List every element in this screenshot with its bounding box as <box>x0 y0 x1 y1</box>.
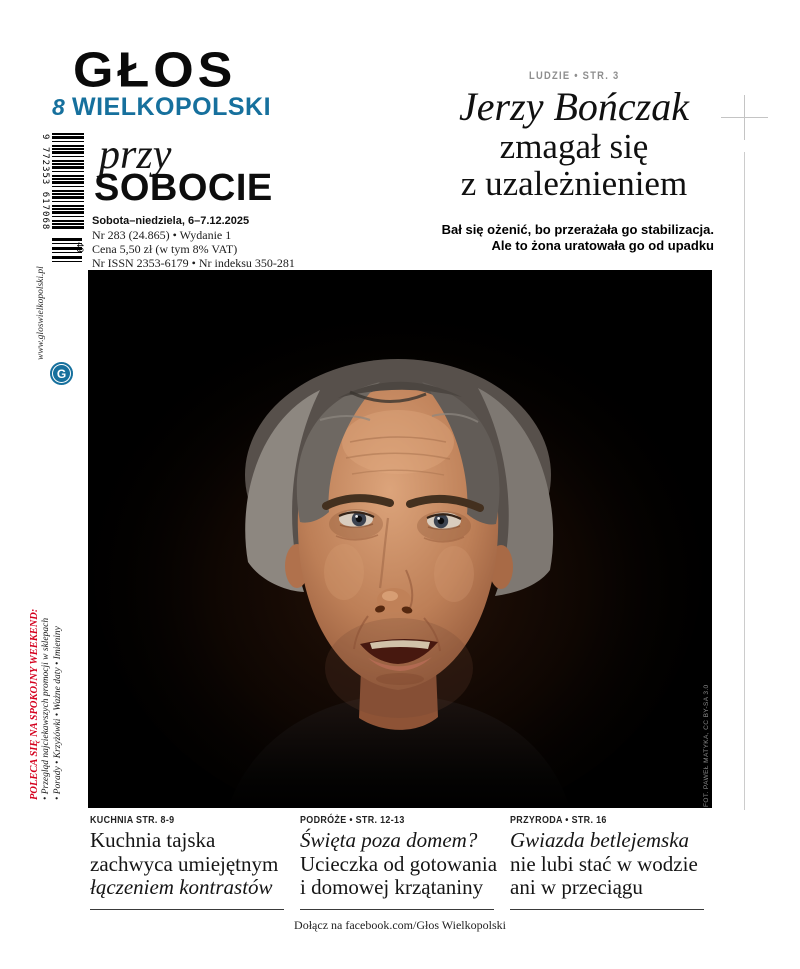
barcode-addon-digits: 49 <box>74 242 84 253</box>
anniversary-mark-icon: 8 <box>52 94 65 120</box>
publication-details <box>92 215 295 270</box>
teaser-headline-line: Święta poza domem? <box>300 828 478 852</box>
teaser-rule <box>300 909 494 910</box>
lead-deck-line1: Bał się ożenić, bo przerażała go stabilizacja. <box>441 222 714 237</box>
portrait-photo <box>88 270 712 808</box>
lead-deck <box>428 222 714 254</box>
masthead-subtitle: WIELKOPOLSKI <box>72 93 272 121</box>
glos-logo-badge-icon <box>50 362 73 385</box>
teaser-headline-line: Gwiazda betlejemska <box>510 828 690 852</box>
lead-story-block <box>428 66 720 202</box>
publication-issn: Nr ISSN 2353-6179 • Nr indeksu 350-281 <box>92 256 295 270</box>
teaser-headline-line: ani w przeciągu <box>510 875 643 899</box>
teaser-headline-line: Ucieczka od gotowania <box>300 851 498 876</box>
supplement-title: SOBOCIE <box>94 167 273 209</box>
teaser-rule <box>90 909 284 910</box>
promo-title: POLECA SIĘ NA SPOKOJNY WEEKEND: <box>29 608 40 800</box>
publication-issue: Nr 283 (24.865) • Wydanie 1 <box>92 228 232 242</box>
lead-headline-name: Jerzy Bończak <box>459 84 689 129</box>
lead-kicker: LUDZIE • STR. 3 <box>528 70 620 82</box>
teaser-headline-line: zachwyca umiejętnym <box>90 851 279 876</box>
glos-logo-letter: G <box>56 366 67 381</box>
crop-mark-vertical-long <box>744 152 745 810</box>
lead-headline-line2: zmagał się <box>499 127 649 166</box>
barcode <box>52 133 84 229</box>
promo-line-1: • Przegląd najciekawszych promocji w sklepach <box>41 617 51 800</box>
teaser-headline-line: nie lubi stać w wodzie <box>510 851 698 876</box>
promo-line-2: • Porady • Krzyżówki • Ważne daty • Imieniny <box>52 626 63 800</box>
teaser-kicker: KUCHNIA STR. 8-9 <box>90 814 175 826</box>
facebook-invite: Dołącz na facebook.com/Głos Wielkopolski <box>294 918 506 932</box>
teaser-rule <box>510 909 704 910</box>
barcode-digits: 9 772353 617068 <box>40 134 50 231</box>
website-url: www.gloswielkopolski.pl <box>36 266 46 360</box>
lead-headline-line3: z uzależnieniem <box>460 164 688 203</box>
teaser-podroze <box>300 810 502 910</box>
teaser-kuchnia <box>90 810 292 910</box>
teaser-headline-line: i domowej krzątaniny <box>300 875 484 899</box>
teaser-headline-line: Kuchnia tajska <box>90 828 216 852</box>
teaser-kicker: PRZYRODA • STR. 16 <box>510 814 607 826</box>
teaser-przyroda <box>510 810 712 910</box>
weekend-promo-block <box>29 609 64 800</box>
supplement-pre-title: przy <box>99 132 172 178</box>
publication-date: Sobota–niedziela, 6–7.12.2025 <box>92 215 250 227</box>
photo-credit: FOT. PAWEŁ MATYKA, CC BY-SA 3.0 <box>703 684 710 807</box>
teaser-headline-line: łączeniem kontrastów <box>90 875 273 899</box>
publication-price: Cena 5,50 zł (w tym 8% VAT) <box>92 242 238 256</box>
masthead-title: GŁOS <box>73 42 237 99</box>
lead-photo <box>88 270 712 808</box>
lead-deck-line2: Ale to żona uratowała go od upadku <box>491 238 714 253</box>
teaser-kicker: PODRÓŻE • STR. 12-13 <box>300 814 405 826</box>
crop-mark-vertical-short <box>744 95 745 140</box>
